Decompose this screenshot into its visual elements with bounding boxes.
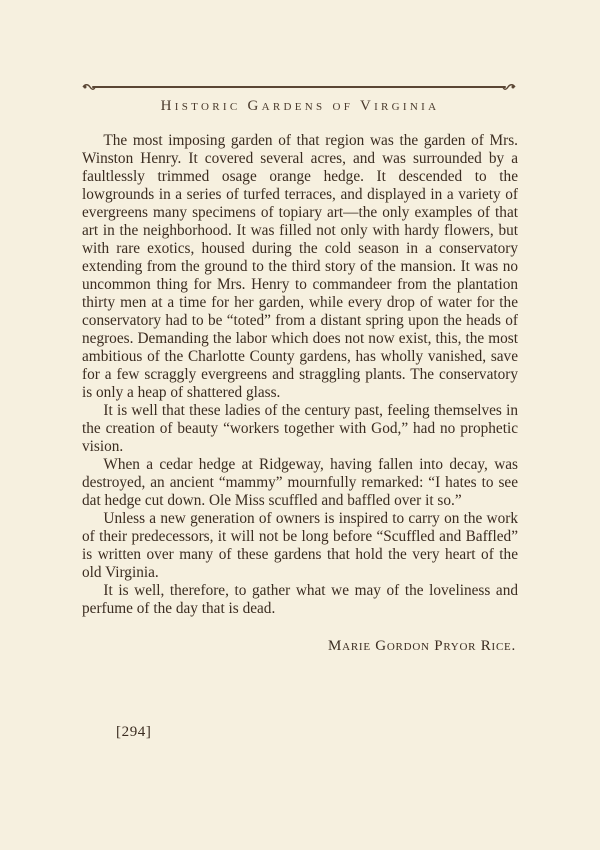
paragraph: The most imposing garden of that region was the garden of Mrs. Winston Henry. It covered several acres, and was surrounded by a faultlessly trimmed osage orange hedge. It descended to the lowgrounds in a series of turfed terraces, and displayed in a variety of evergreens many specimens of topiary art—the only examples of that art in the neighborhood. It was filled not only with hardy flowers, but with rare exotics, housed during the cold season in a conservatory extending from the ground to the third story of the mansion. It was no uncommon thing for Mrs. Henry to commandeer from the plantation thirty men at a time for her garden, while every drop of water for the conservatory had to be “toted” from a distant spring upon the heads of negroes. Demanding the labor which does not now exist, this, the most ambitious of the Charlotte County gardens, has wholly vanished, save for a few scraggly evergreens and straggling plants. The conservatory is only a heap of shattered glass.	[82, 132, 518, 401]
author-signature: Marie Gordon Pryor Rice.	[328, 638, 516, 654]
paragraph: It is well, therefore, to gather what we may of the loveliness and perfume of the day that is dead.	[82, 582, 518, 617]
running-head: Historic Gardens of Virginia	[160, 98, 440, 114]
ornament-right-icon	[502, 83, 516, 91]
decorative-rule-icon	[82, 83, 516, 91]
paragraph: When a cedar hedge at Ridgeway, having fallen into decay, was destroyed, an ancient “mammy” mournfully remarked: “I hates to see dat hedge cut down. Ole Miss scuffled and baffled over it so.”	[82, 456, 518, 509]
body-text	[82, 132, 518, 618]
paragraph: Unless a new generation of owners is inspired to carry on the work of their predecessors, it will not be long before “Scuffled and Baffled” is written over many of these gardens that hold the very heart of the old Virginia.	[82, 510, 518, 581]
ornament-line	[92, 86, 506, 88]
page-number: [294]	[116, 724, 152, 740]
paragraph: It is well that these ladies of the century past, feeling themselves in the creation of beauty “workers together with God,” had no prophetic vision.	[82, 402, 518, 455]
